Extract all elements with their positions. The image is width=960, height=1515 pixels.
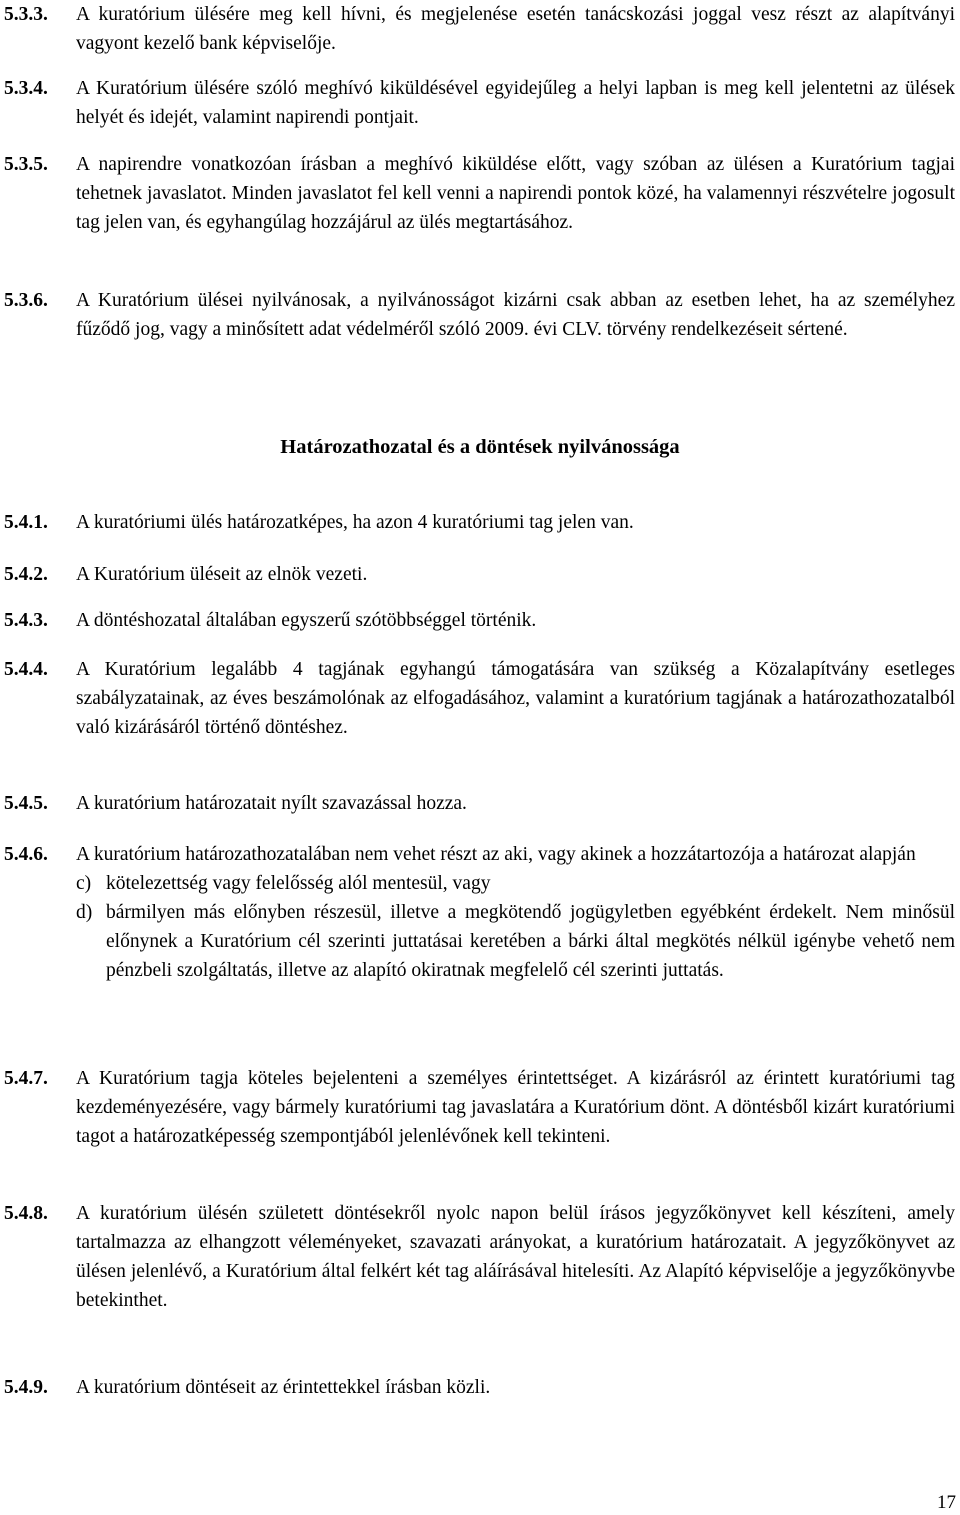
paragraph-number: 5.4.8. <box>4 1203 48 1224</box>
paragraph-body <box>76 840 955 985</box>
paragraph-text: A döntéshozatal általában egyszerű szótöbbséggel történik. <box>76 610 537 631</box>
paragraph-5-4-9 <box>4 1373 955 1402</box>
paragraph-text: A Kuratórium ülései nyilvánosak, a nyilvánosságot kizárni csak abban az esetben lehet, ha az személyhez fűződő jog, vagy a minősített adat védelméről szóló 2009. évi CLV. törvény rendelkezéseit sértené. <box>76 290 955 340</box>
paragraph-5-4-2 <box>4 560 955 589</box>
paragraph-text: A Kuratórium üléseit az elnök vezeti. <box>76 564 368 585</box>
paragraph-text: A Kuratórium legalább 4 tagjának egyhangú támogatására van szükség a Közalapítvány esetleges szabályzatainak, az éves beszámolónak az elfogadásához, valamint a kuratórium tagjának a határozathozatalból való kizárásáról történő döntéshez. <box>76 659 955 738</box>
paragraph-5-4-1 <box>4 508 955 537</box>
paragraph-number: 5.3.4. <box>4 78 48 99</box>
list-marker: d) <box>76 902 93 923</box>
page-number: 17 <box>937 1492 956 1513</box>
paragraph-text: A kuratóriumi ülés határozatképes, ha azon 4 kuratóriumi tag jelen van. <box>76 512 634 533</box>
paragraph-number: 5.3.6. <box>4 290 48 311</box>
paragraph-5-3-3 <box>4 0 955 58</box>
paragraph-5-4-7 <box>4 1064 955 1151</box>
paragraph-text: A kuratórium döntéseit az érintettekkel írásban közli. <box>76 1377 491 1398</box>
paragraph-text: A Kuratórium ülésére szóló meghívó kiküldésével egyidejűleg a helyi lapban is meg kell jelentetni az ülések helyét és idejét, valamint napirendi pontjait. <box>76 78 955 128</box>
paragraph-number: 5.4.3. <box>4 610 48 631</box>
paragraph-number: 5.4.9. <box>4 1377 48 1398</box>
paragraph-5-3-6 <box>4 286 955 344</box>
section-heading: Határozathozatal és a döntések nyilvánossága <box>280 436 680 458</box>
list-marker: c) <box>76 873 92 894</box>
list-item <box>76 869 955 898</box>
paragraph-5-3-4 <box>4 74 955 132</box>
paragraph-number: 5.4.7. <box>4 1068 48 1089</box>
paragraph-text: A napirendre vonatkozóan írásban a meghívó kiküldése előtt, vagy szóban az ülésen a Kuratórium tagjai tehetnek javaslatot. Minden javaslatot fel kell venni a napirendi pontok közé, ha valamennyi részvételre jogosult tag jelen van, és egyhangúlag hozzájárul az ülés megtartásához. <box>76 154 955 233</box>
paragraph-text: A kuratórium ülésére meg kell hívni, és megjelenése esetén tanácskozási joggal vesz részt az alapítványi vagyont kezelő bank képviselője. <box>76 4 955 54</box>
paragraph-text: A Kuratórium tagja köteles bejelenteni a személyes érintettséget. A kizárásról az érintett kuratóriumi tag kezdeményezésére, vagy bármely kuratóriumi tag javaslatára a Kuratórium dönt. A döntésből kizárt kuratóriumi tagot a határozatképesség szempontjából jelenlévőnek kell tekinteni. <box>76 1068 955 1147</box>
paragraph-number: 5.4.2. <box>4 564 48 585</box>
paragraph-5-4-4 <box>4 655 955 742</box>
list-item-text: kötelezettség vagy felelősség alól mentesül, vagy <box>106 873 491 894</box>
list-item <box>76 898 955 985</box>
paragraph-text: A kuratórium ülésén született döntésekről nyolc napon belül írásos jegyzőkönyvet kell készíteni, amely tartalmazza az elhangzott véleményeket, szavazati arányokat, a kuratórium határozatait. A jegyzőkönyvet az ülésen jelenlévő, a Kuratórium által felkért két tag aláírásával hitelesíti. Az Alapító képviselője a jegyzőkönyvbe betekinthet. <box>76 1203 955 1311</box>
condition-list <box>76 869 955 985</box>
paragraph-number: 5.4.6. <box>4 844 48 865</box>
paragraph-5-4-8 <box>4 1199 955 1315</box>
paragraph-number: 5.4.1. <box>4 512 48 533</box>
paragraph-text: A kuratórium határozathozatalában nem vehet részt az aki, vagy akinek a hozzátartozója a határozat alapján <box>76 844 916 865</box>
paragraph-5-4-3 <box>4 606 955 635</box>
paragraph-5-3-5 <box>4 150 955 237</box>
paragraph-5-4-5 <box>4 789 955 818</box>
paragraph-5-4-6 <box>4 840 955 985</box>
paragraph-number: 5.4.5. <box>4 793 48 814</box>
paragraph-number: 5.4.4. <box>4 659 48 680</box>
paragraph-number: 5.3.3. <box>4 4 48 25</box>
paragraph-text: A kuratórium határozatait nyílt szavazással hozza. <box>76 793 467 814</box>
list-item-text: bármilyen más előnyben részesül, illetve a megkötendő jogügyletben egyébként érdekelt. Nem minősül előnynek a Kuratórium cél szerinti juttatásai keretében a bárki által megkötés nélkül igénybe vehető nem pénzbeli szolgáltatás, illetve az alapító okiratnak megfelelő cél szerinti juttatás. <box>106 902 955 981</box>
paragraph-number: 5.3.5. <box>4 154 48 175</box>
